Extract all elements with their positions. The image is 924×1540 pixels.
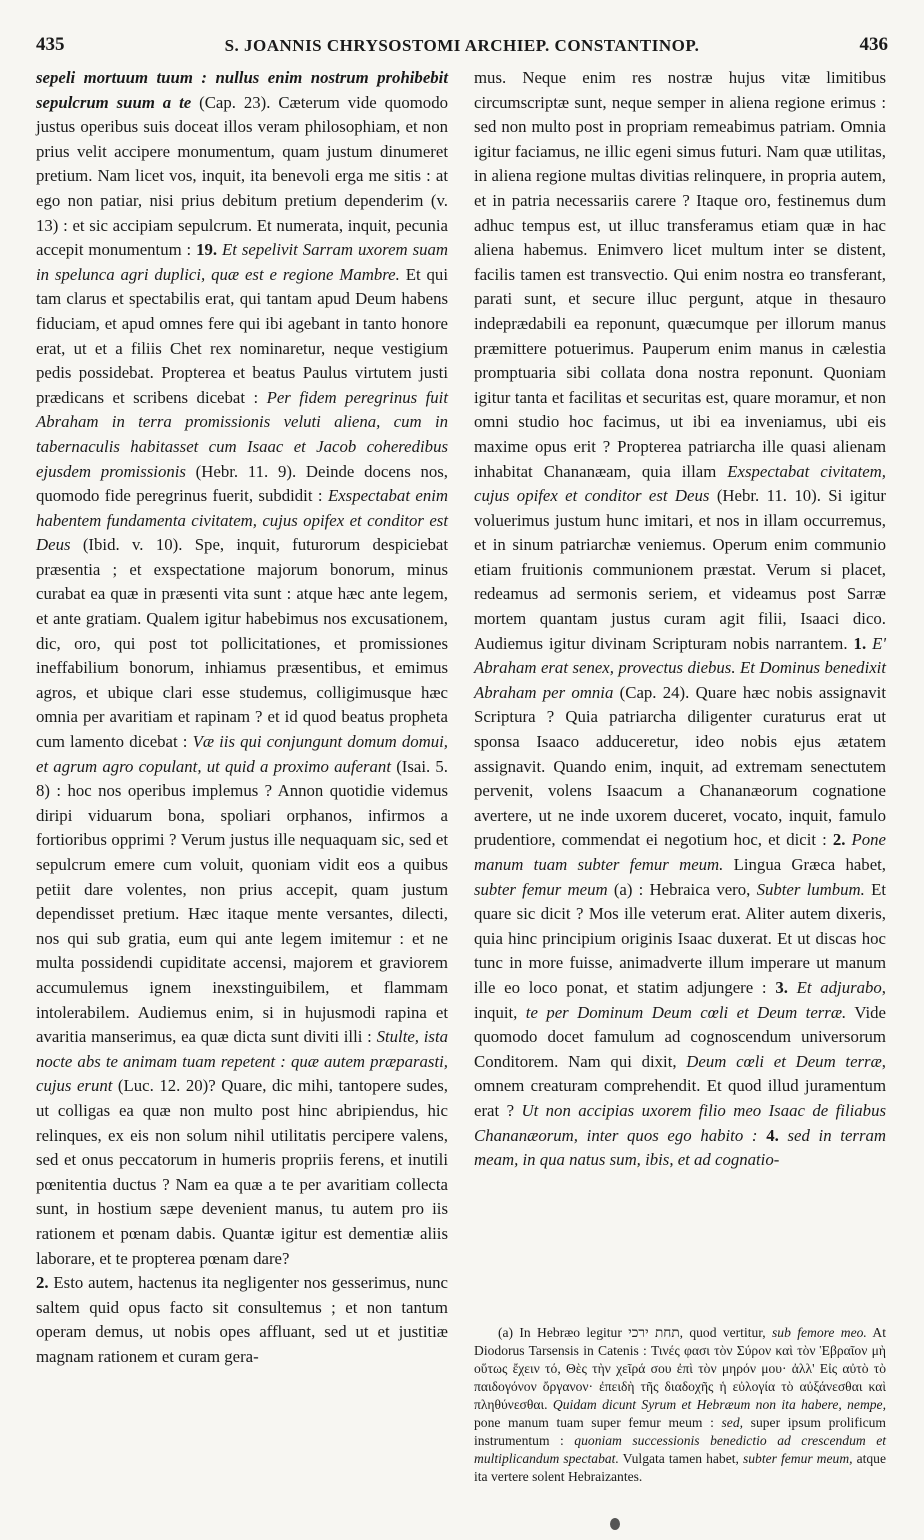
scripture-quote: Per fidem peregrinus fuit Abraham in terra promissionis veluti aliena, cum in tabernaculis habitasset cum Isaac et Jacob coheredibus ejusdem promissionis (36, 387, 448, 481)
running-header (36, 34, 888, 64)
footnote-text: , quod vertitur, (679, 1325, 773, 1340)
page-number-right: 436 (859, 34, 888, 55)
verse-number: 2. (832, 830, 846, 850)
scripture-quote: Pone manum tuam subter femur meum. (474, 830, 886, 874)
body-text: (Hebr. 11. 10). Si igitur voluerimus justum hunc imitari, et nos in illam occurremus, et in sinum patriarchæ veniemus. Operum enim communio etiam fruitionis communionem præstat. Verum si placet, redeamus ad sermonis seriem, et videamus post Sarræ mortem quantam justus curam agit filii, Isaaci dico. Audiemus igitur divinam Scripturam nobis narrantem. (474, 486, 887, 653)
scripture-quote: sepeli mortuum tuum : nullus enim nostrum prohibebit sepulcrum suum a te (36, 68, 448, 112)
verse-number: 3. (775, 977, 788, 997)
paragraph-2 (36, 1271, 448, 1369)
left-column (36, 66, 448, 1369)
footnote-text: super ipsum prolificum instrumentum : (474, 1415, 886, 1448)
hebrew-text: תחת ירכי (628, 1325, 680, 1340)
footnote-text: Vulgata tamen habet, (618, 1451, 743, 1466)
section-number: 2. (36, 1273, 49, 1293)
body-text: Esto autem, hactenus ita negligenter nos gesserimus, nunc saltem quid opus facto sit consultemus ; et non tantum operam demus, ut nobis opes affluant, sed ut et justitiæ magnam rationem et curam gera- (36, 1273, 448, 1366)
body-text: Et qui tam clarus et spectabilis erat, qui tantam apud Deum habens fiduciam, et apud omnes fere qui ibi agebant in tanto honore erat, ut et a filiis Chet rex nominaretur, neque vestigium pedis possidebat. Propterea et beatus Paulus virtutem justi prædicans et scribens dicebat : (36, 264, 448, 407)
scripture-quote: Et adjurabo (787, 977, 882, 997)
footnote-marker: (a) In Hebræo legitur (498, 1325, 622, 1340)
footnote-text: atque ita vertere solent Hebraizantes. (474, 1451, 887, 1484)
scripture-quote: te per Dominum Deum cœli et Deum terræ. (525, 1002, 847, 1022)
footnote-italic: Quidam dicunt Syrum et Hebræum non ita habere, nempe, (552, 1397, 886, 1412)
page-number-left: 435 (36, 34, 65, 55)
right-column (474, 66, 886, 1173)
verse-number: 4. (766, 1125, 779, 1145)
body-text: (a) : Hebraica vero, (607, 879, 757, 899)
body-text: Et quare sic dicit ? Mos ille veterum erat. Aliter autem dixeris, quia hinc principium originis Isaac duxerat. Et ut discas hoc tunc in more fuisse, animadverte illum imperare ut manum ille eo loco ponat, et statim adjungere : (474, 879, 886, 997)
scripture-quote: E' Abraham erat senex, provectus diebus. Et Dominus benedixit Abraham per omnia (474, 633, 886, 702)
verse-number: 19. (196, 240, 218, 260)
running-title: S. JOANNIS CHRYSOSTOMI ARCHIEP. CONSTANTINOP. (224, 36, 700, 55)
scripture-quote: Et sepelivit Sarram uxorem suam in spelunca agri duplici, quæ est e regione Mambre. (36, 240, 449, 284)
footnote-italic: sub femore meo. (772, 1325, 867, 1340)
verse-number: 1. (853, 633, 867, 653)
scripture-quote: Deum cœli et Deum terræ (686, 1051, 882, 1071)
body-text: (Hebr. 11. 9). Deinde docens nos, quomodo fide peregrinus fuerit, subdidit : (36, 461, 448, 506)
ink-blot (610, 1518, 620, 1530)
body-text: , inquit, (474, 977, 886, 1022)
body-text: (Luc. 12. 20)? Quare, dic mihi, tantopere sudes, ut colligas ea quæ non multo post hinc abripiendus, hic relinques, ex eis non solum nihil utilitatis percipere valens, sed et onus peccatorum in humeris propriis ferens, et inutili pœnitentia ductus ? Nam ea quæ a te per avaritiam collecta sunt, in hostium sæpe devenient manus, tu autem pro iis rationem et pœnam dabis. Quantæ igitur est dementiæ aliis laborare, et te propterea pœnam dare? (36, 1076, 448, 1268)
body-text: (Ibid. v. 10). Spe, inquit, futurorum despiciebat præsentia ; et exspectatione majorum bonorum, minus curabat ea quæ in præsenti vita sunt : atque hæc ante legem, et ante gratiam. Qualem igitur habebimus nos excusationem, dic, oro, qui post tot pollicitationes, et promissiones ineffabilium bonorum, inhiamus præsentibus, et emimus agros, et ubique clari esse studemus, colligimusque hæc omnia per avaritiam et rapinam ? et id quod beatus propheta cum lamento dicebat : (36, 535, 448, 752)
body-text: (Cap. 24). Quare hæc nobis assignavit Scriptura ? Quia patriarcha diligenter curaturus erat ut sponsa Isaaco adduceretur, ideo nobis ejus ætatem assignavit. Quando enim, inquit, ad extremam senectutem pervenit, volens Isaacum a Chananæorum cognatione avertere, ut ne inde uxorem duceret, vocato, inquit, famulo prudentiore, commendat ei negotium hoc, et dicit : (474, 682, 886, 850)
body-text: (Isai. 5. 8) : hoc nos operibus implemus ? Annon quotidie videmus diripi viduarum bona, spoliari orphanos, infirmos a fortioribus opprimi ? Verum justus ille nequaquam sic, sed et sepulcrum emere cum voluit, quoniam vidit eos a quibus petiit dare volentes, non prius accepit, quam justum dependisset pretium. Hæc itaque mente versantes, dilecti, nos qui sub gratia, eum qui ante legem imitemur : et ne multa possidendi cupiditate accensi, majorem et graviorem accumulemus ignem inexstinguibilem, et flammam intolerabilem. Audiemus enim, si in hujusmodi rapina et avaritia manserimus, ea quæ dicta sunt diviti illi : (36, 756, 448, 1047)
footnote-italic: subter femur meum, (742, 1451, 853, 1466)
paragraph-1 (36, 66, 448, 1271)
scripture-quote: sed in terram meam, in qua natus sum, ibis, et ad cognatio- (474, 1125, 886, 1170)
footnote-italic: sed, (721, 1415, 744, 1430)
body-text: Vide quomodo docet famulum ad cognoscendum universorum Conditorem. Nam qui dixit, (474, 1002, 886, 1071)
scripture-quote: Exspectabat enim habentem fundamenta civitatem, cujus opifex et conditor est Deus (36, 486, 448, 555)
scripture-quote: Ut non accipias uxorem filio meo Isaac de filiabus Chananæorum, inter quos ego habito : (474, 1100, 886, 1145)
footnote-italic: quoniam successionis benedictio ad crescendum et multiplicandum spectabat. (474, 1433, 887, 1466)
paragraph-3 (474, 66, 886, 1173)
scripture-quote: Væ iis qui conjungunt domum domui, et agrum agro copulant, ut quid a proximo auferant (36, 732, 448, 776)
scripture-quote: Subter lumbum. (756, 879, 865, 899)
body-text: (Cap. 23). Cæterum vide quomodo justus operibus suis doceat illos veram philosophiam, et non prius velit accipere monumentum, quam justum dinumeret pretium. Nam licet vos, inquit, ita benevoli erga me sitis : at ego non patiar, nisi prius debitum pretium dependerim (v. 13) : et sic accipiam sepulcrum. Et numerata, inquit, pecunia accepit monumentum : (36, 92, 448, 260)
body-text: , omnem creaturam comprehendit. Et quod illud juramentum erat ? (474, 1051, 886, 1120)
footnote-text: pone manum tuam super femur meum : (474, 1415, 722, 1430)
footnote (474, 1324, 886, 1486)
scripture-quote: subter femur meum (474, 879, 608, 899)
body-text: Lingua Græca habet, (723, 855, 887, 874)
footnote-text: At Diodorus Tarsensis in Catenis : Τινές φασι τὸν Σύρον καὶ τὸν Ἑβραῖον μὴ οὕτως ἔχειν τό, Θὲς τὴν χεῖρά σου ἐπὶ τὸν μηρόν μου· ἀλλ' Εἰς αὐτὸ τὸ παιδογόνον ὄργανον· ἐπειδὴ τῆς διαδοχῆς ἡ εὐλογία τὸ αὐξάνεσθαι καὶ πληθύνεσθαι. (474, 1325, 886, 1412)
body-text: mus. Neque enim res nostræ hujus vitæ limitibus circumscriptæ sunt, neque semper in aliena regione erimus : sed non multo post in propriam remeabimus patriam. Omnia igitur faciamus, ne illic egeni simus futuri. Nam quæ utilitas, in aliena regione multas divitias relinquere, in propria autem, et in patria necessariis carere ? Itaque oro, festinemus dum adhuc tempus est, ut illuc transferamus etiam quæ in hac aliena habemus. Enimvero licet multum inter se distent, facilis tamen est transvectio. Qui enim nostra eo transferant, parati sunt, et secure illuc pergunt, atque in thesauro indeprædabili ea reponunt, quæcumque per illorum manus præmittere potuerimus. Pauperum enim manus in cælestia promptuaria sibi collata dona nostra reponunt. Quoniam igitur tanta et facilitas et securitas est, quare moramur, et non omni studio hoc facimus, ut ibi ea inveniamus, ubi eis maxime opus erit ? Propterea patriarcha ille quasi alienam inhabitat Chananæam, quia illam (474, 68, 886, 481)
footnote-a (474, 1324, 886, 1486)
scripture-quote: Stulte, ista nocte abs te animam tuam repetent : quæ autem præparasti, cujus erunt (36, 1027, 449, 1096)
scripture-quote: Exspectabat civitatem, cujus opifex et conditor est Deus (474, 461, 886, 506)
